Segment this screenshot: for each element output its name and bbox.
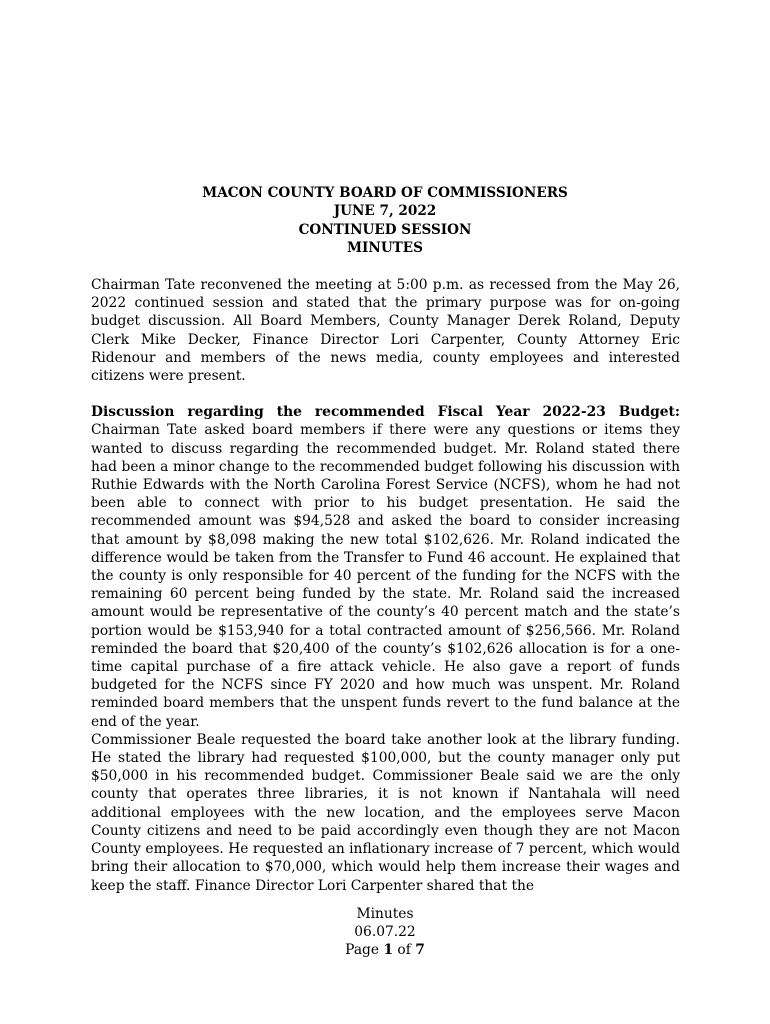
document-body [91, 276, 680, 895]
paragraph-budget-text: Chairman Tate asked board members if there were any questions or items they wanted to discuss regarding the recommended budget. Mr. Roland stated there had been a minor change to the recommended budget following his discussion with Ruthie Edwards with the North Carolina Forest Service (NCFS), whom he had not been able to connect with prior to his budget presentation. He said the recommended amount was $94,528 and asked the board to consider increasing that amount by $8,098 making the new total $102,626. Mr. Roland indicated the difference would be taken from the Transfer to Fund 46 account. He explained that the county is only responsible for 40 percent of the funding for the NCFS with the remaining 60 percent being funded by the state. Mr. Roland said the increased amount would be representative of the county’s 40 percent match and the state’s portion would be $153,940 for a total contracted amount of $256,566. Mr. Roland reminded the board that $20,400 of the county’s $102,626 allocation is for a one-time capital purchase of a fire attack vehicle. He also gave a report of funds budgeted for the NCFS since FY 2020 and how much was unspent. Mr. Roland reminded board members that the unspent funds revert to the fund balance at the end of the year. [91, 422, 680, 730]
page-total: 7 [415, 942, 425, 959]
heading-session-type: CONTINUED SESSION [298, 221, 472, 238]
document-heading [0, 184, 770, 258]
paragraph-opening: Chairman Tate reconvened the meeting at 5:00 p.m. as recessed from the May 26, 2022 continued session and stated that the primary purpose was for on-going budget discussion. All Board Members, County Manager Derek Roland, Deputy Clerk Mike Decker, Finance Director Lori Carpenter, County Attorney Eric Ridenour and members of the news media, county employees and interested citizens were present. [91, 277, 680, 385]
footer-date: 06.07.22 [354, 924, 416, 941]
page-prefix: Page [345, 942, 384, 959]
heading-date: JUNE 7, 2022 [333, 203, 437, 220]
page-of: of [393, 942, 416, 959]
page-current: 1 [383, 942, 394, 959]
footer-page-number [0, 941, 770, 959]
heading-board-name: MACON COUNTY BOARD OF COMMISSIONERS [202, 185, 568, 201]
paragraph-library-funding: Commissioner Beale requested the board take another look at the library funding. He stated the library had requested $100,000, but the county manager only put $50,000 in his recommended budget. Commissioner Beale said we are the only county that operates three libraries, it is not known if Nantahala will need additional employees with the new location, and the employees serve Macon County citizens and need to be paid accordingly even though they are not Macon County employees. He requested an inflationary increase of 7 percent, which would bring their allocation to $70,000, which would help them increase their wages and keep the staff. Finance Director Lori Carpenter shared that the [91, 731, 680, 894]
heading-doc-type: MINUTES [347, 240, 423, 257]
section-title-budget: Discussion regarding the recommended Fiscal Year 2022-23 Budget: [91, 404, 680, 421]
footer-label: Minutes [356, 906, 414, 922]
paragraph-budget-discussion [91, 403, 680, 731]
page-footer [0, 905, 770, 960]
